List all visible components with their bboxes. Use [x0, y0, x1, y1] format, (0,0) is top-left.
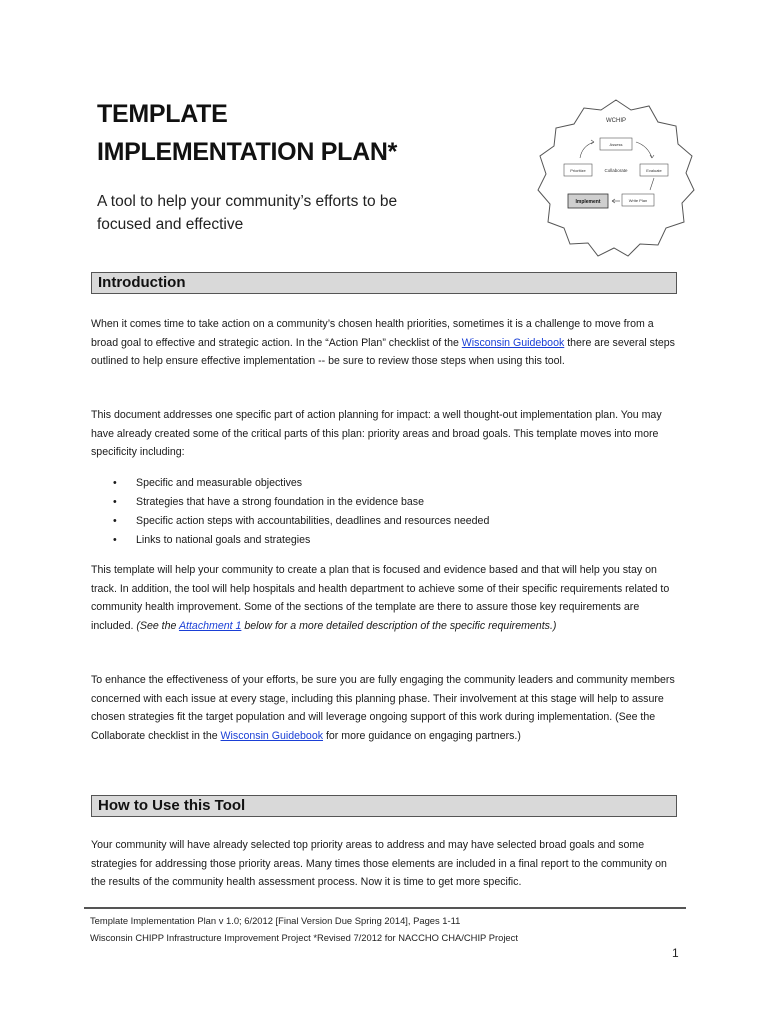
intro-p4-text-a: To enhance the effectiveness of your efforts, be sure you are fully engaging the community leaders and community members concerned with each issue at every stage, including this planning phase. Their involvement at this stage will help to assure chosen strategies fit the target population and will leverage ongoing support of this work during implementation. (See the Collaborate checklist in the [91, 674, 675, 742]
page-title [97, 95, 497, 171]
specificity-bullet-list [113, 474, 673, 550]
list-item: • Specific and measurable objectives [113, 474, 673, 493]
attachment-1-link[interactable]: Attachment 1 [178, 619, 242, 632]
footer-divider [84, 907, 686, 909]
list-item: • Specific action steps with accountabilities, deadlines and resources needed [113, 512, 673, 531]
bullet-icon: • [113, 477, 117, 489]
intro-p1-text-b: there are several steps outlined to help ensure effective implementation -- be sure to review those steps when using this tool. [91, 336, 675, 367]
graphic-center-label: Collaborate [604, 168, 628, 173]
intro-p1-text-a: When it comes time to take action on a community’s chosen health priorities, sometimes it is a challenge to move from a broad goal to effective and strategic action. In the “Action Plan” checklist of the [91, 318, 654, 349]
bullet-icon: • [113, 496, 117, 508]
node-assess-label: Assess [609, 142, 623, 147]
page-number: 1 [672, 946, 679, 960]
node-evaluate-label: Evaluate [646, 168, 662, 173]
bullet-icon: • [113, 515, 117, 527]
node-write-plan-label: Write Plan [628, 198, 648, 203]
section-heading-introduction: Introduction [91, 272, 677, 294]
chip-cycle-graphic [536, 98, 696, 258]
node-prioritize-label: Prioritize [570, 168, 586, 173]
node-implement-label: Implement [575, 199, 601, 205]
title-line-1: TEMPLATE [97, 100, 228, 128]
list-item: • Links to national goals and strategies [113, 531, 673, 550]
graphic-top-label: WCHIP [606, 118, 626, 124]
list-item: • Strategies that have a strong foundation in the evidence base [113, 493, 673, 512]
wisconsin-guidebook-link[interactable]: Wisconsin Guidebook [461, 336, 565, 349]
intro-paragraph-4 [91, 671, 676, 745]
section-heading-how-to-use: How to Use this Tool [91, 795, 677, 817]
title-line-2: IMPLEMENTATION PLAN* [97, 138, 398, 166]
intro-paragraph-1 [91, 315, 676, 371]
intro-p3-italic-a: (See the [136, 619, 179, 632]
intro-paragraph-3 [91, 561, 676, 635]
intro-paragraph-2: This document addresses one specific part of action planning for impact: a well thought-out implementation plan. You may have already created some of the critical parts of this plan: priority areas and broad goals. This template moves into more specificity including: [91, 409, 662, 458]
page-subtitle: A tool to help your community’s efforts to be focused and effective [97, 193, 398, 233]
footer-line-2: Wisconsin CHIPP Infrastructure Improvement Project *Revised 7/2012 for NACCHO CHA/CHIP Project [90, 931, 518, 943]
howto-paragraph-1: Your community will have already selected top priority areas to address and may have selected broad goals and some strategies for addressing those priority areas. Many times those elements are included in a final report to the community on the results of the community health assessment process. Now it is time to get more specific. [91, 839, 667, 888]
intro-p3-text: This template will help your community to create a plan that is focused and evidence based and that will help you stay on track. In addition, the tool will help hospitals and health department to achieve some of their specific requirements related to community health improvement. Some of the sections of the template are there to assure those key requirements are included. [91, 564, 670, 632]
wisconsin-guidebook-link-2[interactable]: Wisconsin Guidebook [220, 729, 324, 742]
intro-p4-text-b: for more guidance on engaging partners.) [323, 729, 521, 742]
page-footer [90, 913, 680, 946]
bullet-icon: • [113, 534, 117, 546]
footer-line-1: Template Implementation Plan v 1.0; 6/2012 [Final Version Due Spring 2014], Pages 1-11 [90, 915, 461, 926]
intro-p3-italic-b: below for a more detailed description of the specific requirements.) [241, 619, 557, 632]
